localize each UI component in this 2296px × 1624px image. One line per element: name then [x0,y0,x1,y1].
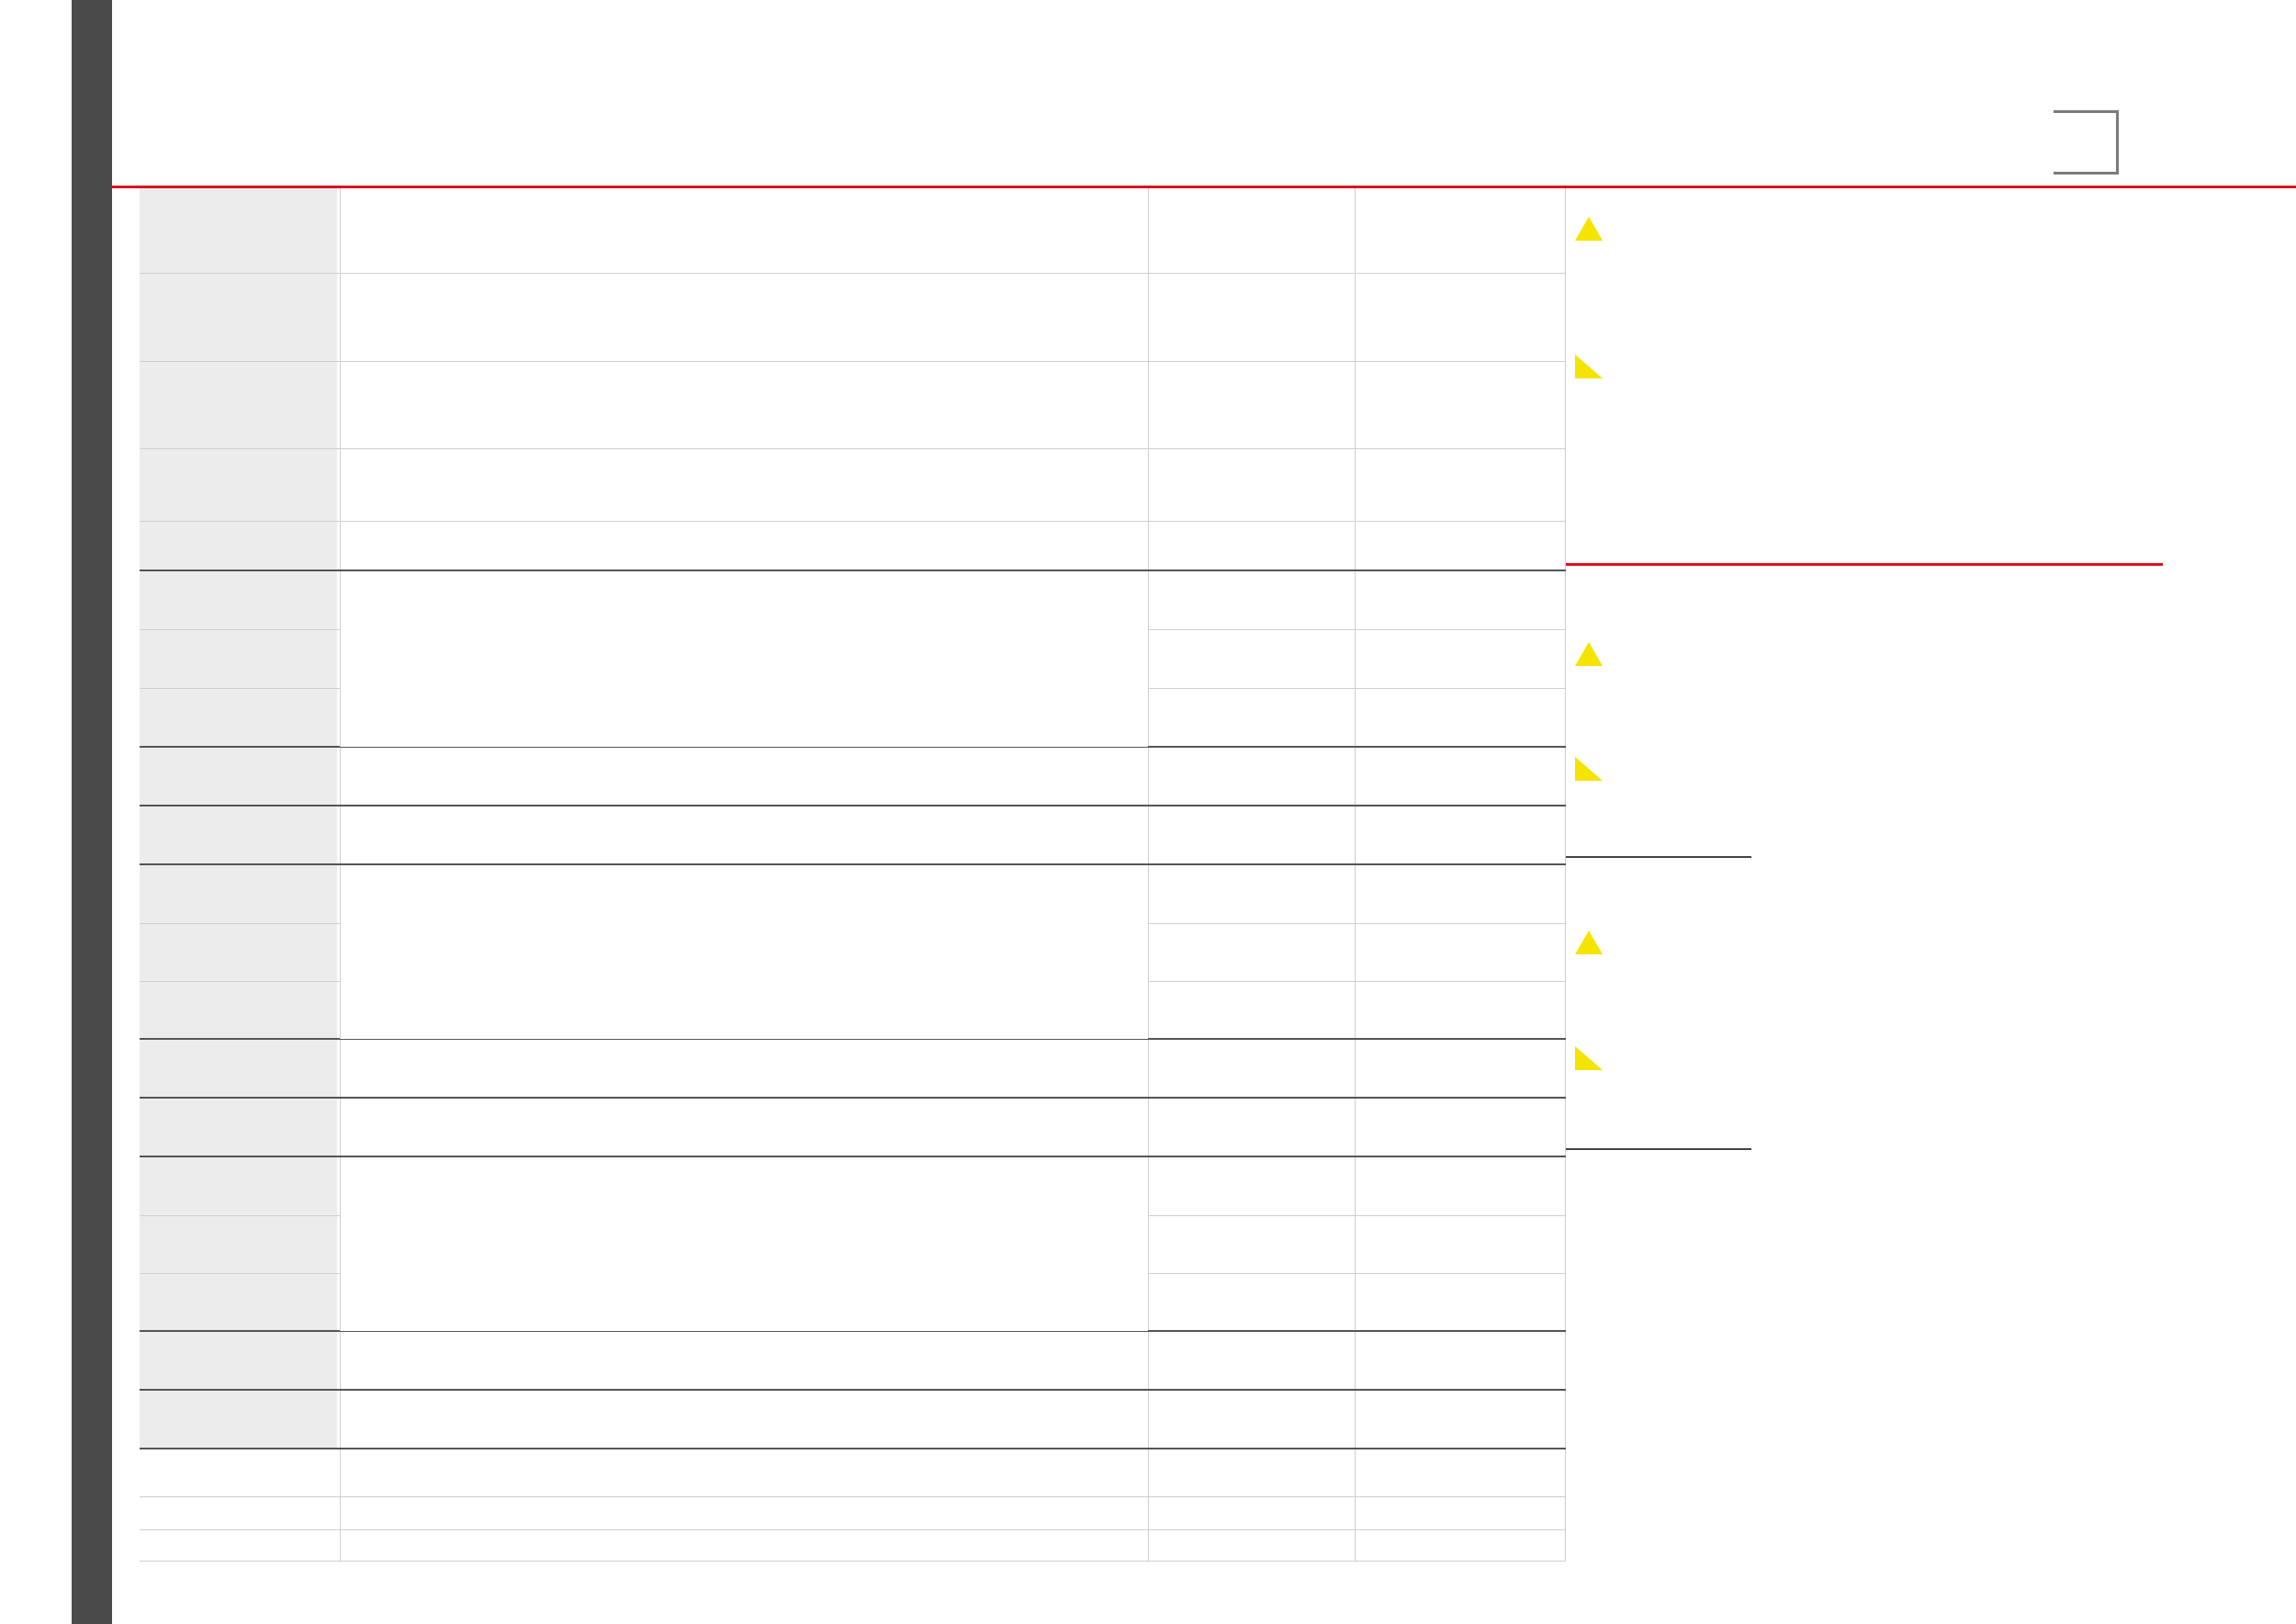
row-beam [1148,806,1355,863]
table-row [140,1099,1566,1157]
merged-description [340,572,1148,747]
row-description [340,1332,1148,1389]
outside-logo [2016,110,2117,175]
row-beam [1148,748,1355,805]
row-finish [1355,806,1566,863]
asymmetric-beam-icon [1573,353,1604,380]
row-code [140,362,337,448]
row-code [140,806,337,863]
beam-angle-icon [1573,215,1604,242]
row-description [340,1530,1148,1561]
row-finish [1355,1274,1566,1330]
row-description [340,1497,1148,1529]
row-finish [1355,1391,1566,1448]
row-finish [1355,865,1566,923]
row-code [140,1274,337,1330]
row-beam [1148,1332,1355,1389]
row-finish [1355,630,1566,688]
logo-frame [2054,110,2119,175]
table-row [140,522,1566,571]
row-beam [1148,1099,1355,1156]
row-description [340,362,1148,448]
row-beam [1148,982,1355,1038]
row-description [340,1040,1148,1097]
row-code [140,1216,337,1273]
row-description [340,274,1148,361]
table-row [140,1040,1566,1099]
row-code [140,630,337,688]
row-beam [1148,630,1355,688]
row-description [340,1449,1148,1496]
row-beam [1148,689,1355,746]
row-code [140,1497,337,1529]
row-code [140,274,337,361]
row-beam [1148,188,1355,273]
row-code [140,1099,337,1156]
row-finish [1355,1157,1566,1215]
row-description [340,1099,1148,1156]
row-finish [1355,449,1566,521]
row-finish [1355,924,1566,981]
row-finish [1355,689,1566,746]
row-code [140,1040,337,1097]
row-finish [1355,1530,1566,1561]
row-code [140,1530,337,1561]
table-row [140,188,1566,274]
row-code [140,924,337,981]
row-finish [1355,748,1566,805]
beam-angle-icon [1573,640,1604,668]
section-divider [1566,1148,1751,1150]
merged-description [340,1158,1148,1331]
row-code [140,571,337,629]
table-row [140,1497,1566,1530]
row-finish [1355,188,1566,273]
row-description [340,748,1148,805]
row-beam [1148,571,1355,629]
row-finish [1355,522,1566,570]
row-finish [1355,1332,1566,1389]
row-beam [1148,1216,1355,1273]
table-row [140,1391,1566,1449]
asymmetric-beam-icon [1573,755,1604,783]
table-row [140,1530,1566,1562]
row-finish [1355,274,1566,361]
row-code [140,982,337,1038]
page-title [140,118,145,146]
row-code [140,1391,337,1448]
row-finish [1355,982,1566,1038]
row-beam [1148,1040,1355,1097]
row-beam [1148,865,1355,923]
section-divider [1566,563,2163,566]
row-finish [1355,362,1566,448]
row-beam [1148,924,1355,981]
row-description [340,806,1148,863]
row-beam [1148,1497,1355,1529]
row-description [340,522,1148,570]
row-code [140,449,337,521]
row-beam [1148,1530,1355,1561]
row-description [340,1391,1148,1448]
row-code [140,748,337,805]
row-code [140,1449,337,1496]
row-code [140,689,337,746]
row-beam [1148,1391,1355,1448]
table-row [140,449,1566,522]
row-beam [1148,522,1355,570]
row-description [340,449,1148,521]
row-finish [1355,571,1566,629]
table-row [140,274,1566,362]
page-edge-band [72,0,112,1624]
row-code [140,188,337,273]
table-row [140,748,1566,806]
row-finish [1355,1497,1566,1529]
merged-description [340,866,1148,1039]
row-code [140,522,337,570]
table-row [140,806,1566,865]
row-beam [1148,449,1355,521]
row-beam [1148,362,1355,448]
row-beam [1148,274,1355,361]
row-code [140,865,337,923]
section-divider [1566,856,1751,858]
beam-angle-icon [1573,929,1604,956]
row-beam [1148,1449,1355,1496]
row-finish [1355,1099,1566,1156]
row-beam [1148,1157,1355,1215]
asymmetric-beam-icon [1573,1044,1604,1072]
row-finish [1355,1040,1566,1097]
table-row [140,362,1566,449]
table-row [140,1449,1566,1497]
row-finish [1355,1216,1566,1273]
row-code [140,1332,337,1389]
row-beam [1148,1274,1355,1330]
row-code [140,1157,337,1215]
table-row [140,1332,1566,1391]
row-finish [1355,1449,1566,1496]
row-description [340,188,1148,273]
